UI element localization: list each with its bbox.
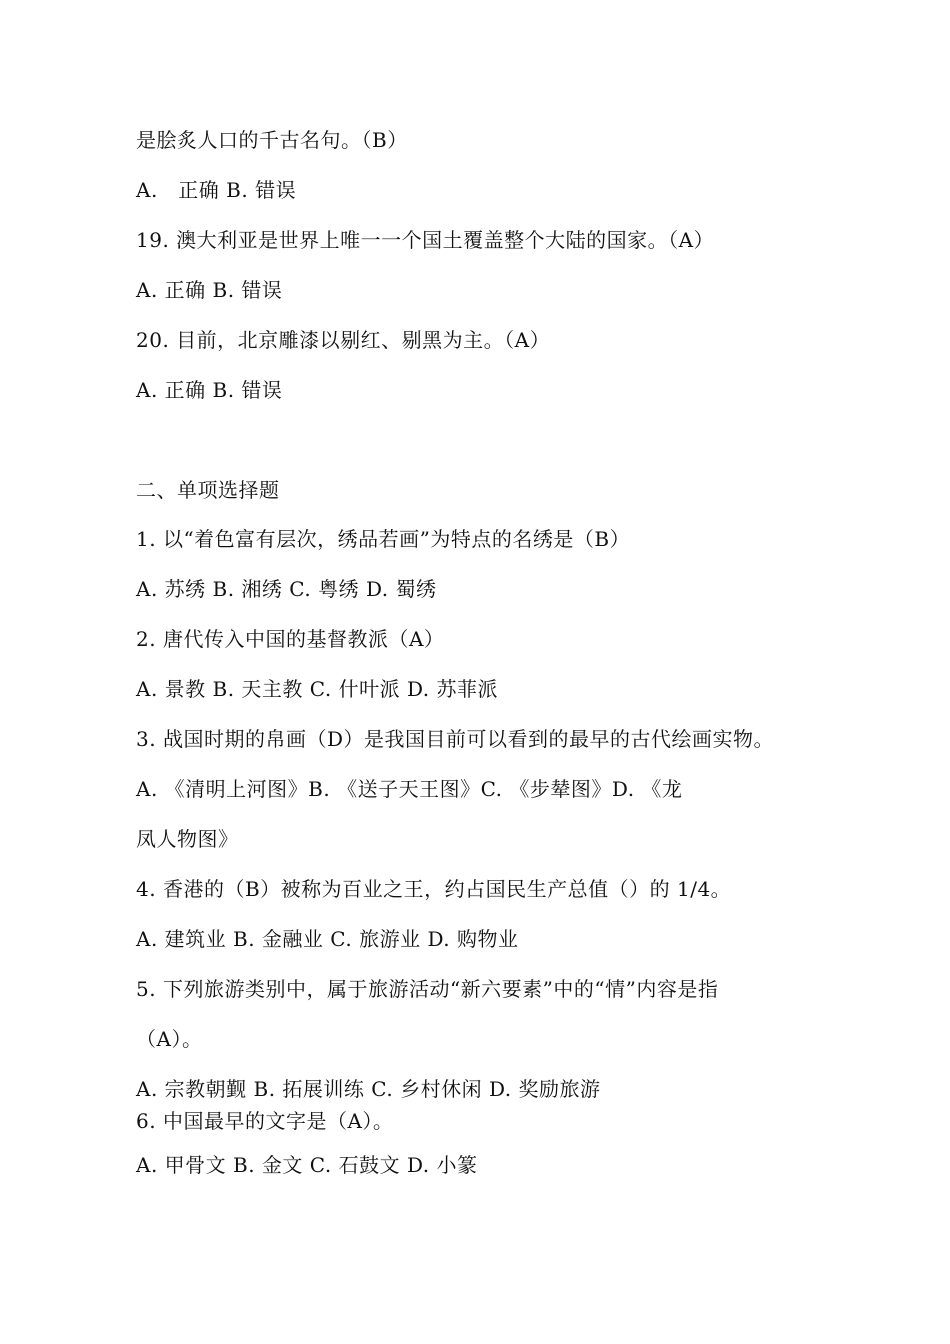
mc-q6-options: A. 甲骨文 B. 金文 C. 石鼓文 D. 小篆 bbox=[136, 1153, 478, 1177]
q18-options: A. 正确 B. 错误 bbox=[136, 178, 297, 202]
mc-q5-question: 5. 下列旅游类别中，属于旅游活动“新六要素”中的“情”内容是指 bbox=[136, 977, 719, 1001]
q18-continuation: 是脍炙人口的千古名句。（B） bbox=[136, 128, 408, 152]
mc-q5-options: A. 宗教朝觐 B. 拓展训练 C. 乡村休闲 D. 奖励旅游 bbox=[136, 1077, 601, 1101]
mc-q6-question: 6. 中国最早的文字是（A）。 bbox=[136, 1109, 394, 1133]
mc-q3-options: A. 《清明上河图》B. 《送子天王图》C. 《步辇图》D. 《龙 bbox=[136, 777, 683, 801]
mc-q3-question: 3. 战国时期的帛画（D）是我国目前可以看到的最早的古代绘画实物。 bbox=[136, 727, 774, 751]
mc-q4-options: A. 建筑业 B. 金融业 C. 旅游业 D. 购物业 bbox=[136, 927, 519, 951]
mc-q1-options: A. 苏绣 B. 湘绣 C. 粤绣 D. 蜀绣 bbox=[136, 577, 437, 601]
q20-options: A. 正确 B. 错误 bbox=[136, 378, 283, 402]
mc-q1-question: 1. 以“着色富有层次，绣品若画”为特点的名绣是（B） bbox=[136, 527, 631, 551]
q19-options: A. 正确 B. 错误 bbox=[136, 278, 283, 302]
mc-q2-options: A. 景教 B. 天主教 C. 什叶派 D. 苏菲派 bbox=[136, 677, 498, 701]
section-heading: 二、单项选择题 bbox=[136, 478, 280, 502]
mc-q2-question: 2. 唐代传入中国的基督教派（A） bbox=[136, 627, 445, 651]
q20-question: 20. 目前，北京雕漆以剔红、剔黑为主。（A） bbox=[136, 328, 551, 352]
mc-q4-question: 4. 香港的（B）被称为百业之王，约占国民生产总值（）的 1/4。 bbox=[136, 877, 732, 901]
mc-q3-options-cont: 凤人物图》 bbox=[136, 827, 239, 851]
mc-q5-question-cont: （A）。 bbox=[136, 1027, 203, 1051]
q19-question: 19. 澳大利亚是世界上唯一一个国土覆盖整个大陆的国家。（A） bbox=[136, 228, 715, 252]
